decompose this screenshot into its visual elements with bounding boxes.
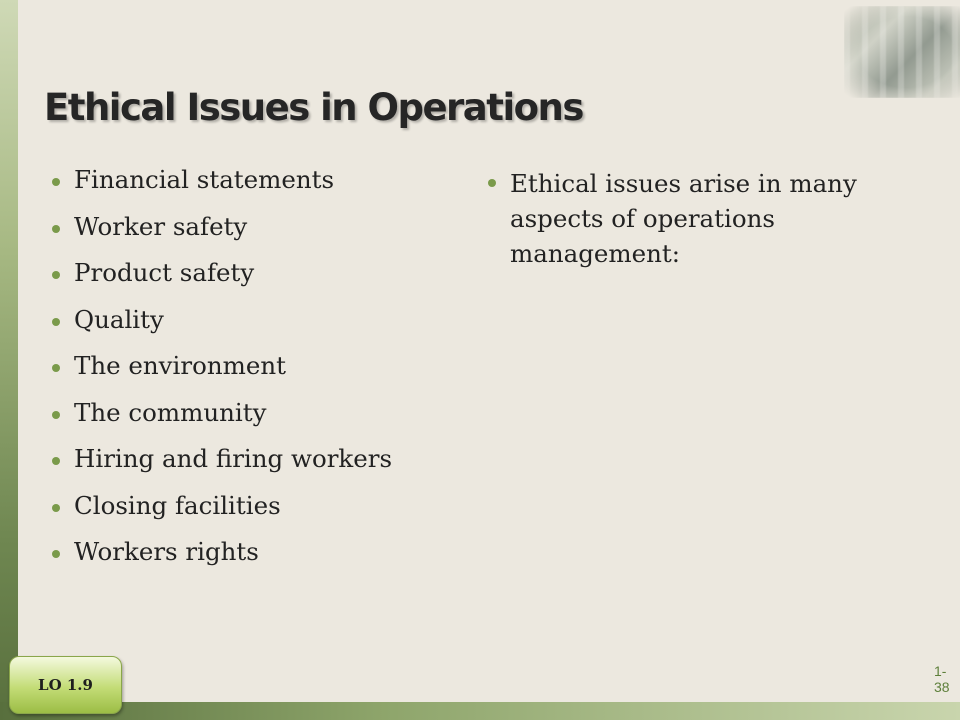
page-number: 1-38 <box>934 663 950 695</box>
list-item-text: The community <box>74 397 267 427</box>
bullet-icon <box>52 457 60 465</box>
lo-badge <box>9 656 122 714</box>
list-item <box>48 538 468 585</box>
left-decorative-bar <box>0 0 18 720</box>
bullet-icon <box>52 225 60 233</box>
list-item <box>48 399 468 446</box>
bullet-icon <box>52 504 60 512</box>
list-item <box>48 166 468 213</box>
list-item <box>48 492 468 539</box>
lo-badge-label: LO 1.9 <box>38 676 93 694</box>
list-item-text: Quality <box>74 304 164 334</box>
list-item <box>48 259 468 306</box>
left-bullet-list <box>48 166 468 585</box>
slide-title: Ethical Issues in Operations <box>44 86 583 129</box>
list-item <box>48 445 468 492</box>
list-item-text: Financial statements <box>74 165 335 194</box>
list-item <box>48 306 468 353</box>
list-item-text: Workers rights <box>74 537 259 566</box>
list-item <box>48 213 468 260</box>
bullet-icon <box>52 318 60 326</box>
bullet-icon <box>52 271 60 279</box>
list-item <box>484 166 924 271</box>
right-bullet-list <box>484 166 924 271</box>
list-item-text: Ethical issues arise in many aspects of operations management: <box>510 169 857 268</box>
list-item-text: Product safety <box>74 258 255 287</box>
header-photo-collage <box>844 6 960 98</box>
bottom-decorative-bar <box>0 702 960 720</box>
bullet-icon <box>52 411 60 419</box>
bullet-icon <box>52 178 60 186</box>
list-item-text: Closing facilities <box>74 490 281 520</box>
list-item-text: Worker safety <box>74 211 248 241</box>
list-item-text: Hiring and firing workers <box>74 444 393 473</box>
slide <box>18 0 960 702</box>
bullet-icon <box>52 364 60 372</box>
list-item-text: The environment <box>74 351 286 380</box>
bullet-icon <box>488 179 496 187</box>
bullet-icon <box>52 550 60 558</box>
list-item <box>48 352 468 399</box>
